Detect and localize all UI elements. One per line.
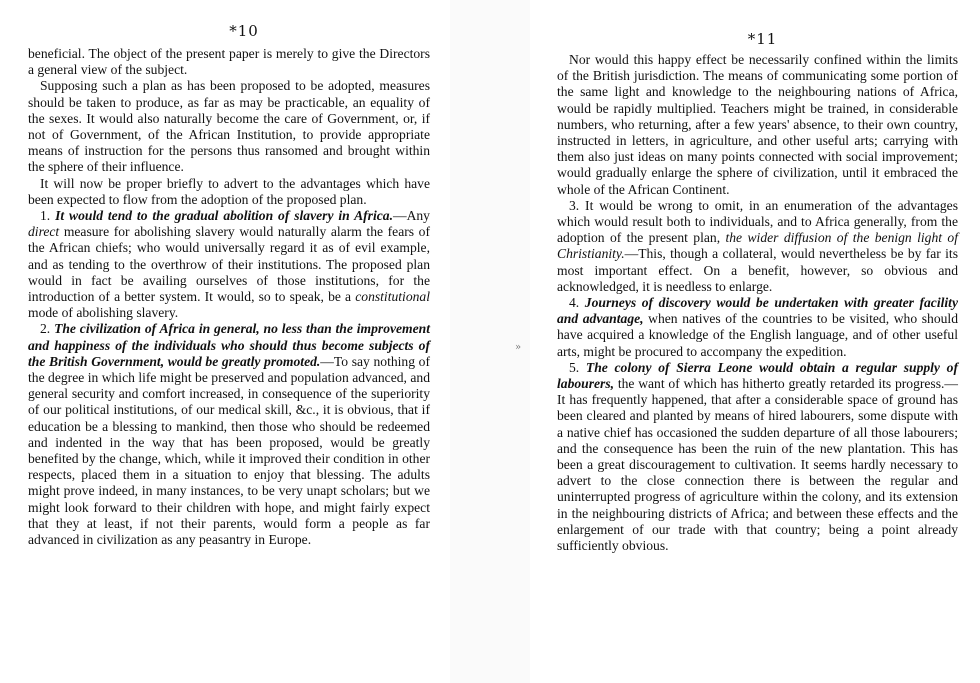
item-body: —Any	[392, 208, 430, 224]
item-number: 2.	[40, 321, 51, 337]
item-body: measure for abolishing slavery would naturally alarm the fears of the African chiefs; who would universally regard it as of evil example, and as tending to the overthrow of their institutions. The proposed plan would in fact be availing ourselves of those institutions, for the introduction of a better system. It would, so to speak, be a	[28, 224, 430, 305]
emphasis: the wider diffusion of the benign light of Christianity.	[557, 230, 958, 262]
right-paragraph-1	[557, 198, 958, 295]
item-body: when natives of the countries to be visited, who should have acquired a knowledge of the English language, and of other useful arts, might be procured to accompany the expedition.	[557, 311, 958, 359]
right-page-text	[557, 52, 958, 554]
item-body: the want of which has hitherto greatly retarded its progress.—It has frequently happened, that after a considerable space of ground has been cleared and planted by means of hired labourers, some dispute with a native chief has occasioned the sudden departure of all those labourers; and the consequence has been the ruin of the new plantation. This has been a great discouragement to cultivation. It seems hardly necessary to advert to the close connection there is between the regular and uninterrupted progress of agriculture within the colony, and its extension in the neighbouring districts of Africa; and between these effects and the enlargement of our trade with that country; being a point already sufficiently obvious.	[557, 376, 958, 554]
item-number: 4.	[569, 295, 580, 311]
item-heading: Journeys of discovery would be undertaken with greater facility and advantage,	[557, 295, 958, 327]
right-paragraph-2	[557, 295, 958, 360]
left-page-text	[28, 46, 430, 548]
left-paragraph-0: beneficial. The object of the present paper is merely to give the Directors a general view of the subject.	[28, 46, 430, 78]
right-paragraph-3	[557, 360, 958, 554]
right-page-number: *11	[747, 30, 778, 48]
left-paragraph-1: Supposing such a plan as has been proposed to be adopted, measures should be taken to produce, as far as may be practicable, an equality of the sexes. It would also naturally become the care of Government, or, if not of Government, of the African Institution, to provide appropriate means of instruction for the persons thus ransomed and brought within the sphere of their influence.	[28, 78, 430, 175]
item-body: 3. It would be wrong to omit, in an enumeration of the advantages which would result both to individuals, and to Africa generally, from the adoption of the present plan,	[557, 197, 958, 246]
item-body: —This, though a collateral, would nevertheless be by far its most important effect. On a benefit, however, so obvious and acknowledged, it is needless to enlarge.	[557, 246, 958, 294]
right-page	[530, 0, 980, 683]
item-heading: It would tend to the gradual abolition of slavery in Africa.	[55, 208, 393, 224]
left-page	[0, 0, 450, 683]
gutter-mark: »	[515, 342, 522, 353]
left-page-number: *10	[229, 22, 259, 40]
item-heading: The civilization of Africa in general, no less than the improvement and happiness of the individuals who should thus become subjects of the British Government, would be greatly promoted.	[28, 321, 430, 369]
item-heading: The colony of Sierra Leone would obtain a regular supply of labourers,	[557, 359, 958, 392]
item-body: —To say nothing of the degree in which life might be preserved and population advanced, and general security and comfort increased, in consequence of the superiority of our political institutions, of our medical skill, &c., it is obvious, that if education be a blessing to mankind, then those who should be redeemed and indented in the way that has been proposed, would be greatly benefited by the change, which, while it improved their condition in other respects, placed them in a situation to enjoy that blessing. The adults might prove indeed, in many instances, to be very unapt scholars; but we might look forward to their children with hope, and might fairly expect that they at least, if not their parents, would form a people as far advanced in civilization as any peasantry in Europe.	[28, 353, 430, 548]
emphasis: direct	[28, 224, 60, 240]
right-paragraph-0: Nor would this happy effect be necessarily confined within the limits of the British jurisdiction. The means of communicating some portion of the same light and knowledge to the neighbouring nations of Africa, would be rapidly multiplied. Teachers might be trained, in considerable numbers, who returning, after a few years' absence, to their own country, instructed in letters, in agriculture, and other useful arts; carrying with them also just ideas on many points connected with social improvement; would gradually enlarge the sphere of civilization, until it embraced the whole of the African Continent.	[557, 52, 958, 197]
emphasis: constitutional	[355, 289, 430, 305]
item-body: mode of abolishing slavery.	[28, 305, 179, 321]
left-paragraph-2: It will now be proper briefly to advert to the advantages which have been expected to flow from the adoption of the proposed plan.	[28, 175, 430, 207]
left-paragraph-3	[28, 208, 430, 321]
item-number: 1.	[40, 208, 51, 224]
left-paragraph-4	[28, 321, 430, 548]
item-number: 5.	[569, 359, 580, 375]
